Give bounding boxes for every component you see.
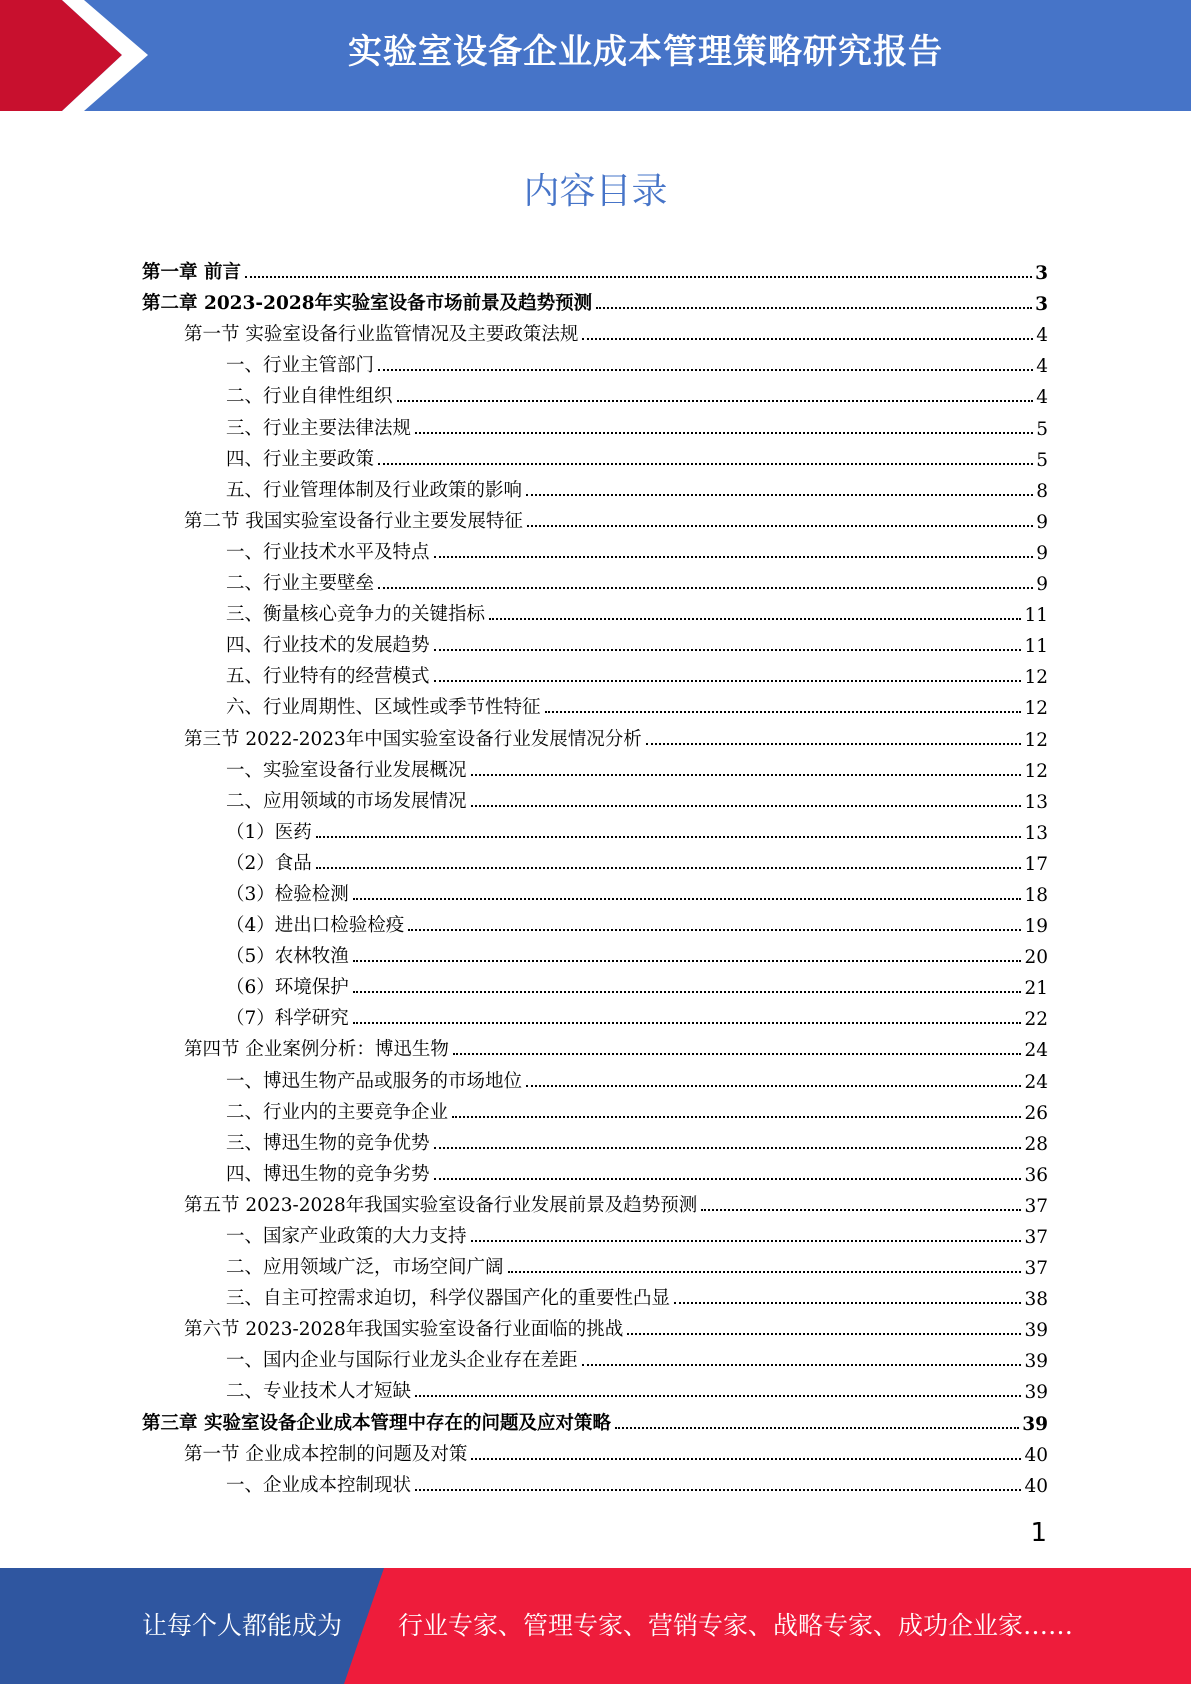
toc-dot-leader	[353, 960, 1022, 962]
toc-entry-label: 四、博迅生物的竞争劣势	[226, 1163, 430, 1185]
toc-entry-label: 二、行业主要壁垒	[226, 573, 375, 595]
toc-dot-leader	[353, 898, 1022, 900]
toc-dot-leader	[596, 307, 1032, 309]
toc-dot-leader	[526, 494, 1033, 496]
toc-dot-leader	[489, 618, 1021, 620]
toc-entry-page: 20	[1024, 947, 1048, 969]
toc-entry[interactable]	[142, 533, 1048, 564]
toc-dot-leader	[316, 836, 1022, 838]
toc-entry-label: 第二章 2023-2028年实验室设备市场前景及趋势预测	[142, 293, 593, 315]
toc-entry-page: 37	[1024, 1195, 1048, 1217]
toc-entry-page: 11	[1024, 605, 1048, 627]
toc-entry-page: 13	[1024, 791, 1048, 813]
toc-dot-leader	[378, 463, 1033, 465]
toc-entry[interactable]	[142, 253, 1048, 284]
toc-entry-page: 39	[1024, 1382, 1048, 1404]
toc-dot-leader	[471, 805, 1022, 807]
toc-entry-page: 19	[1024, 916, 1048, 938]
report-title: 实验室设备企业成本管理策略研究报告	[348, 32, 943, 72]
toc-dot-leader	[471, 1240, 1022, 1242]
toc-dot-leader	[646, 743, 1022, 745]
toc-entry-page: 5	[1036, 449, 1048, 471]
toc-entry-page: 4	[1036, 325, 1048, 347]
toc-entry-page: 26	[1024, 1102, 1048, 1124]
toc-dot-leader	[353, 991, 1022, 993]
toc-entry-label: 二、专业技术人才短缺	[226, 1381, 412, 1403]
toc-entry[interactable]	[142, 1466, 1048, 1497]
toc-entry-page: 39	[1022, 1413, 1048, 1435]
toc-entry-page: 8	[1036, 480, 1048, 502]
toc-dot-leader	[397, 400, 1034, 402]
toc-entry-label: 一、实验室设备行业发展概况	[226, 759, 467, 781]
footer-slogan-right: 行业专家、管理专家、营销专家、战略专家、成功企业家……	[398, 1611, 1074, 1640]
toc-entry-label: 二、行业内的主要竞争企业	[226, 1101, 449, 1123]
toc-entry-page: 24	[1024, 1071, 1048, 1093]
toc-entry-label: 第四节 企业案例分析：博迅生物	[184, 1039, 449, 1061]
toc-dot-leader	[582, 338, 1033, 340]
toc-dot-leader	[434, 556, 1034, 558]
toc-dot-leader	[452, 1116, 1021, 1118]
toc-entry-page: 4	[1036, 356, 1048, 378]
header-banner	[0, 0, 1191, 111]
toc-dot-leader	[378, 587, 1033, 589]
toc-dot-leader	[434, 680, 1022, 682]
toc-entry-page: 12	[1024, 760, 1048, 782]
toc-entry-label: （5）农林牧渔	[226, 946, 349, 968]
toc-entry[interactable]	[142, 626, 1048, 657]
toc-entry[interactable]	[142, 906, 1048, 937]
toc-entry-page: 38	[1024, 1289, 1048, 1311]
toc-dot-leader	[526, 1085, 1021, 1087]
toc-entry-page: 9	[1036, 574, 1048, 596]
toc-dot-leader	[453, 1053, 1022, 1055]
toc-dot-leader	[545, 711, 1022, 713]
toc-entry-label: 第三节 2022-2023年中国实验室设备行业发展情况分析	[184, 728, 642, 750]
toc-entry-page: 4	[1036, 387, 1048, 409]
toc-dot-leader	[316, 867, 1022, 869]
toc-entry[interactable]	[142, 999, 1048, 1030]
toc-entry[interactable]	[142, 1341, 1048, 1372]
toc-entry-page: 39	[1024, 1320, 1048, 1342]
toc-entry-page: 9	[1036, 511, 1048, 533]
toc-entry[interactable]	[142, 1435, 1048, 1466]
toc-entry-label: 第三章 实验室设备企业成本管理中存在的问题及应对策略	[142, 1412, 611, 1434]
toc-entry[interactable]	[142, 875, 1048, 906]
toc-entry-page: 5	[1036, 418, 1048, 440]
toc-entry-label: （4）进出口检验检疫	[226, 915, 405, 937]
toc-entry[interactable]	[142, 440, 1048, 471]
toc-entry[interactable]	[142, 1061, 1048, 1092]
toc-entry[interactable]	[142, 813, 1048, 844]
toc-entry-page: 18	[1024, 884, 1048, 906]
toc-entry-page: 28	[1024, 1133, 1048, 1155]
toc-entry-label: 第五节 2023-2028年我国实验室设备行业发展前景及趋势预测	[184, 1194, 698, 1216]
toc-dot-leader	[627, 1333, 1021, 1335]
toc-entry[interactable]	[142, 564, 1048, 595]
toc-entry-label: 三、博迅生物的竞争优势	[226, 1132, 430, 1154]
toc-dot-leader	[508, 1271, 1022, 1273]
toc-entry-label: 三、衡量核心竞争力的关键指标	[226, 604, 486, 626]
header-red-arrow	[0, 0, 122, 111]
toc-entry-label: 一、国内企业与国际行业龙头企业存在差距	[226, 1350, 578, 1372]
toc-entry[interactable]	[142, 1186, 1048, 1217]
toc-entry[interactable]	[142, 719, 1048, 750]
toc-entry-label: （3）检验检测	[226, 883, 349, 905]
toc-entry[interactable]	[142, 346, 1048, 377]
toc-entry[interactable]	[142, 1030, 1048, 1061]
toc-entry[interactable]	[142, 1155, 1048, 1186]
toc-entry[interactable]	[142, 595, 1048, 626]
toc-entry[interactable]	[142, 1093, 1048, 1124]
toc-entry[interactable]	[142, 502, 1048, 533]
toc-entry-page: 24	[1024, 1040, 1048, 1062]
toc-entry[interactable]	[142, 377, 1048, 408]
toc-entry[interactable]	[142, 1248, 1048, 1279]
toc-dot-leader	[615, 1427, 1019, 1429]
toc-dot-leader	[245, 276, 1032, 278]
toc-dot-leader	[434, 649, 1022, 651]
toc-entry[interactable]	[142, 1217, 1048, 1248]
page-number: 1	[1030, 1518, 1047, 1548]
toc-entry-label: 第一章 前言	[142, 262, 241, 284]
table-of-contents	[142, 253, 1048, 1497]
toc-dot-leader	[471, 1458, 1021, 1460]
toc-entry-label: 三、行业主要法律法规	[226, 417, 412, 439]
toc-entry-page: 37	[1024, 1258, 1048, 1280]
toc-entry-label: 一、国家产业政策的大力支持	[226, 1226, 467, 1247]
toc-entry-label: 一、博迅生物产品或服务的市场地位	[226, 1070, 523, 1092]
toc-title: 内容目录	[523, 171, 668, 212]
toc-entry[interactable]	[142, 408, 1048, 439]
toc-entry-page: 22	[1024, 1009, 1048, 1031]
toc-entry-page: 9	[1036, 542, 1048, 564]
toc-entry-page: 17	[1024, 853, 1048, 875]
toc-dot-leader	[415, 432, 1033, 434]
footer-banner	[0, 1568, 1191, 1684]
toc-dot-leader	[415, 1395, 1021, 1397]
toc-entry-page: 12	[1024, 729, 1048, 751]
toc-dot-leader	[527, 525, 1033, 527]
toc-entry-label: 六、行业周期性、区域性或季节性特征	[226, 697, 541, 719]
toc-entry-label: （6）环境保护	[226, 977, 349, 999]
toc-entry-page: 40	[1024, 1475, 1048, 1497]
toc-entry-page: 39	[1024, 1351, 1048, 1373]
toc-dot-leader	[408, 929, 1021, 931]
toc-entry-page: 11	[1024, 636, 1048, 658]
toc-entry-page: 3	[1035, 294, 1048, 316]
toc-entry-label: 第一节 实验室设备行业监管情况及主要政策法规	[184, 324, 579, 346]
toc-entry-label: 五、行业特有的经营模式	[226, 666, 430, 688]
toc-dot-leader	[701, 1209, 1021, 1211]
toc-entry-label: 四、行业主要政策	[226, 448, 375, 470]
toc-dot-leader	[434, 1178, 1022, 1180]
toc-entry-label: 二、应用领域的市场发展情况	[226, 790, 467, 812]
toc-entry[interactable]	[142, 1403, 1048, 1434]
toc-entry[interactable]	[142, 688, 1048, 719]
toc-entry-label: 一、行业主管部门	[226, 355, 375, 377]
toc-entry-label: 三、自主可控需求迫切，科学仪器国产化的重要性凸显	[226, 1288, 671, 1310]
toc-entry-page: 21	[1024, 978, 1048, 1000]
toc-entry[interactable]	[142, 657, 1048, 688]
toc-entry-label: 第六节 2023-2028年我国实验室设备行业面临的挑战	[184, 1319, 624, 1341]
toc-entry[interactable]	[142, 782, 1048, 813]
toc-entry[interactable]	[142, 1124, 1048, 1155]
toc-entry[interactable]	[142, 284, 1048, 315]
toc-entry[interactable]	[142, 937, 1048, 968]
toc-entry-label: 第一节 企业成本控制的问题及对策	[184, 1443, 468, 1465]
toc-dot-leader	[353, 1022, 1022, 1024]
toc-entry-page: 37	[1024, 1227, 1048, 1248]
toc-entry[interactable]	[142, 751, 1048, 782]
toc-entry[interactable]	[142, 1310, 1048, 1341]
toc-entry-label: 二、行业自律性组织	[226, 386, 393, 408]
toc-entry-label: 一、行业技术水平及特点	[226, 541, 430, 563]
toc-entry-page: 3	[1035, 263, 1048, 285]
toc-entry-label: （2）食品	[226, 852, 312, 874]
toc-entry-page: 12	[1024, 667, 1048, 689]
toc-entry-label: （1）医药	[226, 821, 312, 843]
toc-entry-label: 二、应用领域广泛，市场空间广阔	[226, 1257, 504, 1279]
toc-entry-page: 13	[1024, 822, 1048, 844]
toc-entry-page: 36	[1024, 1164, 1048, 1186]
toc-entry[interactable]	[142, 315, 1048, 346]
toc-entry[interactable]	[142, 471, 1048, 502]
toc-dot-leader	[434, 1147, 1022, 1149]
footer-slogan-left: 让每个人都能成为	[142, 1611, 343, 1640]
toc-entry[interactable]	[142, 968, 1048, 999]
toc-dot-leader	[582, 1364, 1022, 1366]
toc-entry[interactable]	[142, 1279, 1048, 1310]
toc-entry-label: 四、行业技术的发展趋势	[226, 635, 430, 657]
toc-dot-leader	[674, 1302, 1021, 1304]
toc-entry-page: 40	[1024, 1444, 1048, 1466]
toc-entry[interactable]	[142, 844, 1048, 875]
toc-dot-leader	[378, 369, 1033, 371]
toc-entry-page: 12	[1024, 698, 1048, 720]
toc-dot-leader	[415, 1489, 1021, 1491]
toc-entry-label: 一、企业成本控制现状	[226, 1474, 412, 1496]
toc-entry-label: 五、行业管理体制及行业政策的影响	[226, 479, 523, 501]
toc-entry[interactable]	[142, 1372, 1048, 1403]
toc-dot-leader	[471, 774, 1022, 776]
toc-entry-label: 第二节 我国实验室设备行业主要发展特征	[184, 510, 523, 532]
toc-entry-label: （7）科学研究	[226, 1008, 349, 1030]
